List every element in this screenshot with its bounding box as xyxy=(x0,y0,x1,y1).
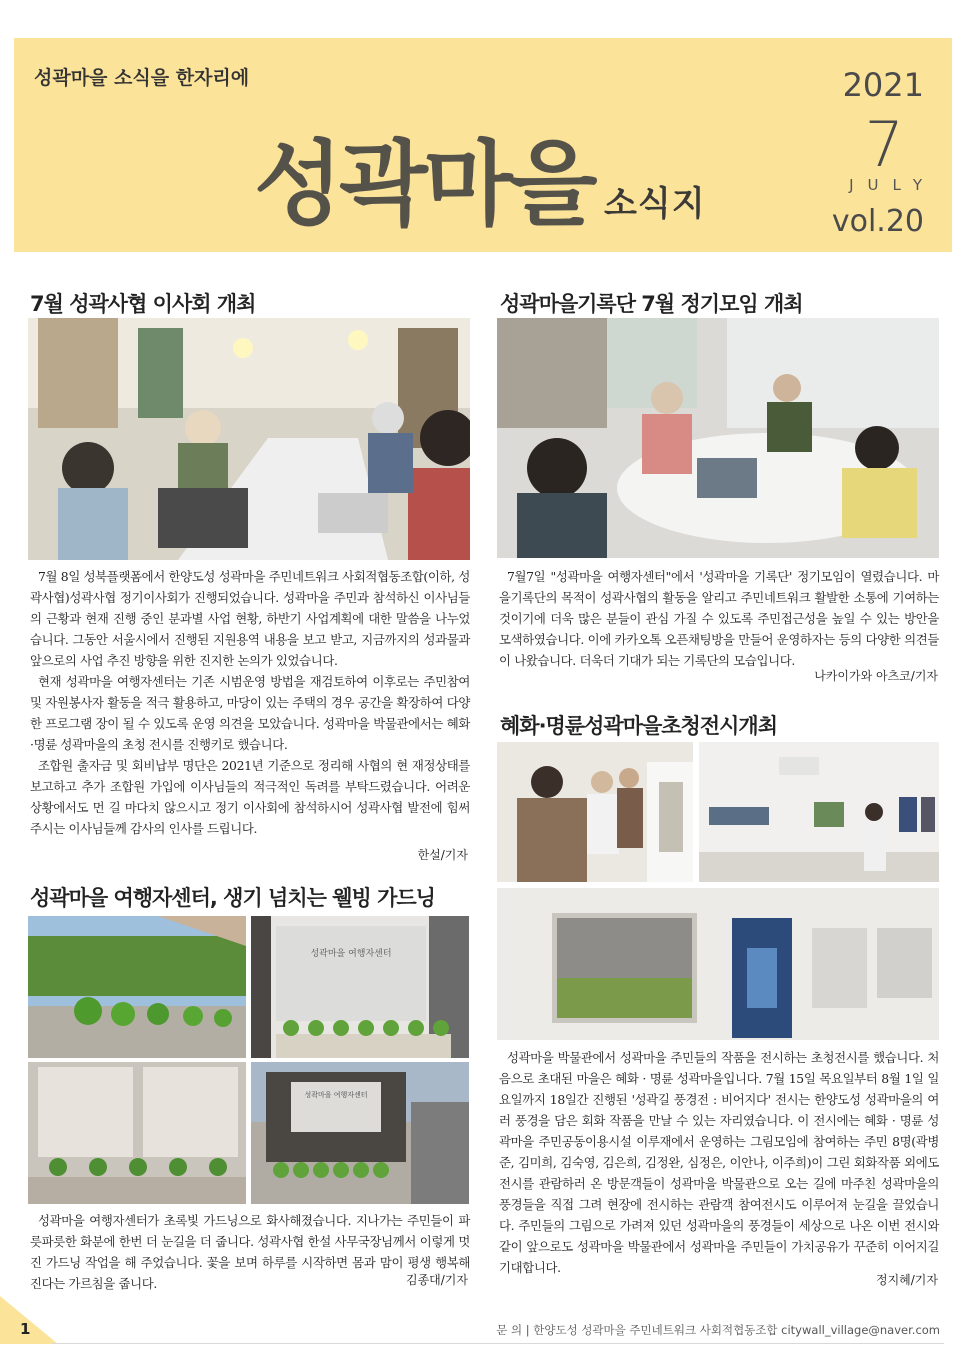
article-author-recorders-meeting: 나카이가와 아츠코/기자 xyxy=(814,669,938,683)
article-title-recorders-meeting: 성곽마을기록단 7월 정기모임 개최 xyxy=(500,292,803,316)
article-body-invitation-exhibition xyxy=(499,1047,939,1278)
article-author-invitation-exhibition: 정지혜/기자 xyxy=(875,1273,938,1287)
footer-divider xyxy=(52,1343,944,1344)
article-title-board-meeting: 7월 성곽사협 이사회 개최 xyxy=(30,292,256,316)
article-body-board-meeting xyxy=(30,566,470,839)
masthead xyxy=(14,38,952,252)
masthead-tagline: 성곽마을 소식을 한자리에 xyxy=(34,67,250,89)
masthead-logo-subtitle: 소식지 xyxy=(604,184,706,224)
photo-gardening-3 xyxy=(28,1062,246,1204)
photo-recorders-meeting xyxy=(497,318,939,558)
paragraph: 7월7일 "성곽마을 여행자센터"에서 '성곽마을 기록단' 정기모임이 열렸습니다. 마을기록단의 목적이 성곽사협의 활동을 알리고 주민네트워크 활발한 소통에 기여하는 것이기에 더욱 많은 분들이 관심 가질 수 있도록 주민접근성을 높일 수 있는 방안을 모색하였습니다. 이에 카카오톡 오픈채팅방을 만들어 운영하자는 등의 다양한 의견들이 나왔습니다. 더욱더 기대가 되는 기록단의 모습입니다. xyxy=(499,569,939,668)
article-author-board-meeting: 한설/기자 xyxy=(417,848,468,862)
paragraph: 조합원 출자금 및 회비납부 명단은 2021년 기준으로 정리해 사협의 현 재정상태를 보고하고 추가 조합원 가입에 이사님들의 적극적인 독려를 부탁드렸습니다. 어려운 상황에서도 먼 길 마다치 않으시고 정기 이사회에 참석하시어 성곽사협 발전에 힘써 주시는 이사님들께 감사의 인사를 드립니다. xyxy=(30,758,470,836)
article-title-gardening: 성곽마을 여행자센터, 생기 넘치는 웰빙 가드닝 xyxy=(30,886,435,910)
paragraph: 7월 8일 성북플랫폼에서 한양도성 성곽마을 주민네트워크 사회적협동조합(이하, 성곽사협)성곽사협 정기이사회가 진행되었습니다. 성곽마을 주민과 참석하신 이사님들의 근황과 현재 진행 중인 분과별 사업 현황, 하반기 사업계획에 대한 말씀을 나누었습니다. 그동안 서울시에서 진행된 지원용역 내용을 보고 받고, 지금까지의 성과물과 앞으로의 사업 추진 방향을 위한 진지한 논의가 있었습니다. xyxy=(30,569,470,668)
article-title-invitation-exhibition: 혜화·명륜성곽마을초청전시개최 xyxy=(500,714,777,738)
photo-board-meeting xyxy=(28,318,470,560)
photo-exhibition-1 xyxy=(497,742,693,882)
photo-exhibition-2 xyxy=(699,742,939,882)
article-body-gardening xyxy=(30,1210,470,1294)
svg-text:성곽마을 여행자센터: 성곽마을 여행자센터 xyxy=(310,949,392,959)
svg-text:성곽마을: 성곽마을 xyxy=(254,131,594,234)
paragraph: 성곽마을 여행자센터가 초록빛 가드닝으로 화사해졌습니다. 지나가는 주민들이 파릇파릇한 화분에 한번 더 눈길을 더 줍니다. 성곽사협 한설 사무국장님께서 이렇게 멋진 가드닝 작업을 해 주었습니다. 꽃을 보며 하루를 시작하면 몸과 맘이 평생 행복해진다는 가르침을 줍니다. xyxy=(30,1213,470,1291)
photo-gardening-2 xyxy=(251,916,469,1058)
footer-contact: 문 의 | 한양도성 성곽마을 주민네트워크 사회적협동조합 citywall_village@naver.com xyxy=(496,1323,940,1337)
issue-volume: vol.20 xyxy=(831,204,924,239)
photo-gardening-1 xyxy=(28,916,246,1058)
issue-month-english: JULY xyxy=(849,176,936,194)
photo-exhibition-3 xyxy=(497,888,939,1040)
photo-gardening-4 xyxy=(251,1062,469,1204)
issue-month: 7 xyxy=(864,108,904,181)
article-author-gardening: 김종대/기자 xyxy=(405,1273,468,1287)
article-body-recorders-meeting xyxy=(499,566,939,671)
page-number: 1 xyxy=(20,1320,31,1338)
issue-year: 2021 xyxy=(842,66,924,104)
masthead-logo xyxy=(254,116,614,234)
paragraph: 현재 성곽마을 여행자센터는 기존 시범운영 방법을 재검토하여 이후로는 주민참여 및 자원봉사자 활동을 적극 활용하고, 마당이 있는 주택의 경우 공간을 확장하여 다양한 프로그램 장이 될 수 있도록 운영 의견을 모았습니다. 성곽마을 박물관에서는 혜화·명륜 성곽마을의 초청 전시를 진행키로 했습니다. xyxy=(30,674,470,752)
paragraph: 성곽마을 박물관에서 성곽마을 주민들의 작품을 전시하는 초청전시를 했습니다. 처음으로 초대된 마을은 혜화 · 명륜 성곽마을입니다. 7월 15일 목요일부터 8월 1일 일요일까지 18일간 진행된 '성곽길 풍경전 : 비어지다' 전시는 한양도성 성곽마을의 여러 풍경을 담은 회화 작품을 만날 수 있는 자리였습니다. 이 전시에는 혜화 · 명륜 성곽마을 주민공동이용시설 이루재에서 운영하는 그림모임에 참여하는 주민 8명(곽병준, 김미희, 김숙영, 김은희, 김정완, 심정은, 이안나, 이주희)이 그린 회화작품 외에도 전시를 관람하러 온 방문객들이 성곽마을 박물관으로 오는 길에 마주친 성곽마을의 풍경들을 직접 그려 현장에 전시하는 관람객 참여전시도 이루어져 눈길을 끌었습니다. 주민들의 그림으로 가려져 있던 성곽마을의 풍경들이 세상으로 나온 이번 전시와 같이 앞으로도 성곽마을 박물관에서 성곽마을 주민들이 가치공유가 꾸준히 이어지길 기대합니다. xyxy=(499,1050,939,1275)
svg-text:성곽마을 여행자센터: 성곽마을 여행자센터 xyxy=(304,1091,368,1099)
